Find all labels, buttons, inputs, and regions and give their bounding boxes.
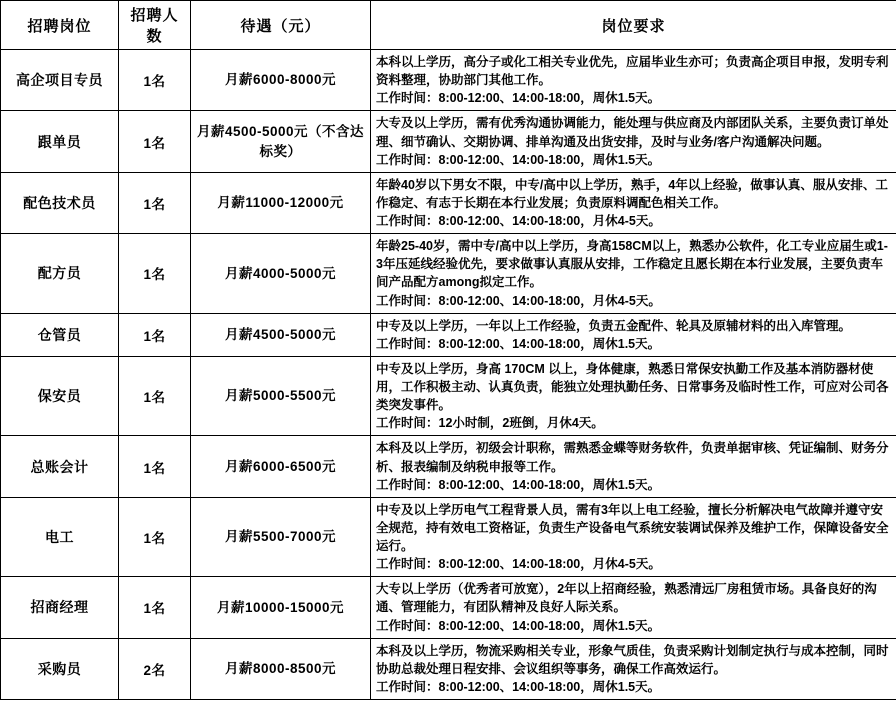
cell-post: 高企项目专员	[1, 50, 119, 111]
salary-line: 月薪6000-6500元	[224, 458, 337, 474]
requirement-line: 工作时间：12小时制，2班倒，月休4天。	[376, 416, 604, 431]
salary-line: 月薪5500-7000元	[224, 529, 337, 545]
cell-salary	[191, 50, 371, 111]
requirement-line: 中专及以上学历电气工程背景人员，需有3年以上电工经验，擅长分析解决电气故障并遵守安全规范，持有效电工资格证，负责生产设备电气系统安装调试保养及维护工作，保障设备安全运行。	[376, 502, 889, 553]
table-row	[1, 313, 896, 356]
cell-post: 采购员	[1, 638, 119, 699]
cell-count: 2名	[119, 638, 191, 699]
cell-post: 总账会计	[1, 436, 119, 497]
cell-salary	[191, 234, 371, 314]
cell-post: 配方员	[1, 234, 119, 314]
table-body	[1, 50, 896, 700]
table-row	[1, 497, 896, 577]
table-row	[1, 111, 896, 172]
cell-requirements	[371, 50, 896, 111]
cell-salary	[191, 638, 371, 699]
cell-requirements	[371, 436, 896, 497]
requirement-line: 年龄40岁以下男女不限，中专/高中以上学历，熟手，4年以上经验，做事认真、服从安排、工作稳定、有志于长期在本行业发展；负责原料调配色相关工作。	[376, 177, 888, 210]
requirement-line: 工作时间：8:00-12:00、14:00-18:00，周休1.5天。	[376, 152, 661, 167]
cell-requirements	[371, 497, 896, 577]
table-header	[1, 1, 896, 50]
requirement-line: 年龄25-40岁，需中专/高中以上学历，身高158CM以上，熟悉办公软件，化工专业应届生或1-3年压延线经验优先，要求做事认真服从安排，工作稳定且愿长期在本行业发展，主要负责车间产品配方among拟定工作。	[376, 239, 888, 290]
cell-requirements	[371, 234, 896, 314]
table-row	[1, 356, 896, 436]
salary-line: 月薪4500-5000元	[224, 326, 337, 342]
requirement-line: 工作时间：8:00-12:00、14:00-18:00，月休4-5天。	[376, 557, 661, 572]
requirement-line: 工作时间：8:00-12:00、14:00-18:00，月休4-5天。	[376, 293, 661, 308]
cell-count: 1名	[119, 497, 191, 577]
cell-count: 1名	[119, 577, 191, 638]
requirement-line: 本科以上学历，高分子或化工相关专业优先，应届毕业生亦可；负责高企项目申报，发明专利资料整理，协助部门其他工作。	[376, 55, 889, 88]
cell-count: 1名	[119, 172, 191, 233]
requirement-line: 工作时间：8:00-12:00、14:00-18:00，周休1.5天。	[376, 336, 661, 351]
cell-post: 保安员	[1, 356, 119, 436]
cell-post: 跟单员	[1, 111, 119, 172]
requirement-line: 本科及以上学历，初级会计职称，需熟悉金蝶等财务软件，负责单据审核、凭证编制、财务分析、报表编制及纳税申报等工作。	[376, 441, 889, 474]
table-row	[1, 638, 896, 699]
cell-salary	[191, 172, 371, 233]
cell-requirements	[371, 313, 896, 356]
table-row	[1, 436, 896, 497]
requirement-line: 工作时间：8:00-12:00、14:00-18:00，月休4-5天。	[376, 214, 661, 228]
cell-salary	[191, 577, 371, 638]
cell-count: 1名	[119, 111, 191, 172]
cell-requirements	[371, 111, 896, 172]
requirement-line: 本科及以上学历，物流采购相关专业，形象气质佳，负责采购计划制定执行与成本控制，同时协助总裁处理日程安排、会议组织等事务，确保工作高效运行。	[376, 643, 889, 676]
cell-salary	[191, 313, 371, 356]
cell-requirements	[371, 638, 896, 699]
cell-salary	[191, 356, 371, 436]
cell-salary	[191, 497, 371, 577]
requirement-line: 工作时间：8:00-12:00、14:00-18:00，周休1.5天。	[376, 477, 661, 492]
cell-count: 1名	[119, 313, 191, 356]
cell-requirements	[371, 172, 896, 233]
column-header-requirements: 岗位要求	[371, 1, 896, 50]
table-row	[1, 172, 896, 233]
salary-line: （不含达标奖）	[259, 124, 365, 159]
cell-count: 1名	[119, 50, 191, 111]
cell-requirements	[371, 356, 896, 436]
cell-requirements	[371, 577, 896, 638]
cell-post: 电工	[1, 497, 119, 577]
salary-line: 月薪4500-5000元	[196, 124, 309, 139]
table-row	[1, 234, 896, 314]
salary-line: 月薪4000-5000元	[224, 265, 337, 281]
cell-count: 1名	[119, 436, 191, 497]
column-header-post: 招聘岗位	[1, 1, 119, 50]
table-row	[1, 577, 896, 638]
cell-count: 1名	[119, 356, 191, 436]
cell-post: 招商经理	[1, 577, 119, 638]
salary-line: 月薪11000-12000元	[217, 195, 344, 211]
requirement-line: 大专以上学历（优秀者可放宽），2年以上招商经验，熟悉清远厂房租赁市场。具备良好的沟通、管理能力，有团队精神及良好人际关系。	[376, 582, 877, 615]
column-header-salary: 待遇（元）	[191, 1, 371, 50]
salary-line: 月薪5000-5500元	[224, 388, 337, 404]
table-row	[1, 50, 896, 111]
requirement-line: 中专及以上学历，一年以上工作经验，负责五金配件、轮具及原辅材料的出入库管理。	[376, 318, 852, 333]
salary-line: 月薪6000-8000元	[224, 72, 337, 88]
requirement-line: 中专及以上学历，身高 170CM 以上，身体健康，熟悉日常保安执勤工作及基本消防器材使用，工作积极主动、认真负责，能独立处理执勤任务、日常事务及临时性工作，可应对公司各类突发事件。	[376, 361, 889, 413]
requirement-line: 工作时间：8:00-12:00、14:00-18:00，周休1.5天。	[376, 91, 661, 106]
cell-salary	[191, 111, 371, 172]
salary-line: 月薪8000-8500元	[224, 661, 337, 677]
table-header-row	[1, 1, 896, 50]
cell-salary	[191, 436, 371, 497]
cell-count: 1名	[119, 234, 191, 314]
cell-post: 配色技术员	[1, 172, 119, 233]
cell-post: 仓管员	[1, 313, 119, 356]
salary-line: 月薪10000-15000元	[216, 599, 345, 615]
column-header-count: 招聘人数	[119, 1, 191, 50]
requirement-line: 大专及以上学历，需有优秀沟通协调能力，能处理与供应商及内部团队关系，主要负责订单处理、细节确认、交期协调、排单沟通及出货安排，及时与业务/客户沟通解决问题。	[376, 116, 889, 149]
requirement-line: 工作时间：8:00-12:00、14:00-18:00，周休1.5天。	[376, 618, 661, 633]
requirement-line: 工作时间：8:00-12:00、14:00-18:00，周休1.5天。	[376, 679, 661, 694]
